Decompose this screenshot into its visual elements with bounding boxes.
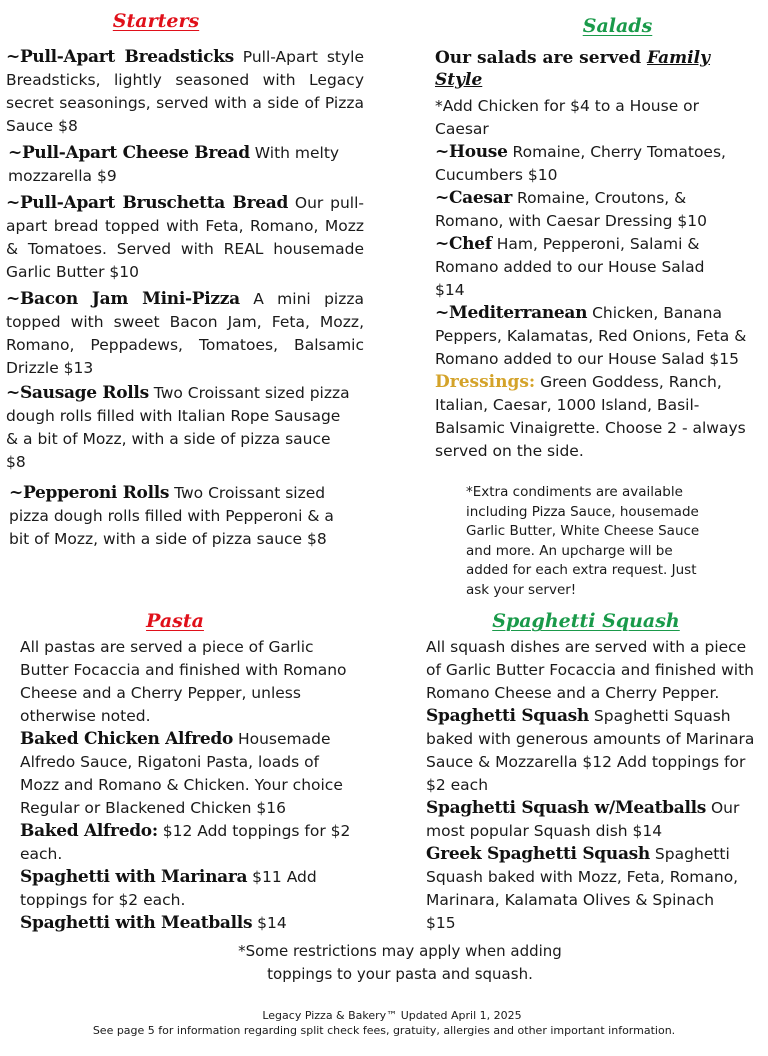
item-name: ~Caesar	[435, 188, 513, 208]
item-desc: $14	[252, 914, 287, 932]
condiments-note: *Extra condiments are available including Pizza Sauce, housemade Garlic Butter, White Cheese Sauce and more. An upcharge will be added for each extra request. Just ask your server!	[466, 484, 700, 598]
menu-item	[435, 233, 720, 302]
family-style-emphasis: Family Style	[435, 48, 710, 90]
item-name: ~Sausage Rolls	[6, 383, 149, 403]
dressings	[435, 371, 755, 463]
menu-item	[6, 192, 364, 284]
item-desc: Spaghetti Squash baked with generous amounts of Marinara Sauce & Mozzarella $12 Add toppings for $2 each	[426, 707, 755, 794]
menu-item	[6, 46, 364, 138]
item-name: Baked Chicken Alfredo	[20, 729, 234, 749]
item-name: Spaghetti Squash w/Meatballs	[426, 798, 707, 818]
pasta-intro: All pastas are served a piece of Garlic Butter Focaccia and finished with Romano Cheese and a Cherry Pepper, unless otherwise noted.	[20, 638, 347, 725]
menu-item	[435, 302, 755, 371]
footer-updated: Legacy Pizza & Bakery™ Updated April 1, 2025	[262, 1009, 522, 1022]
salads-title: Salads	[582, 15, 653, 37]
menu-item	[6, 288, 364, 380]
salads-section	[435, 15, 755, 600]
pasta-section	[20, 610, 360, 935]
item-name: ~House	[435, 142, 508, 162]
item-desc: Chicken, Banana Peppers, Kalamatas, Red Onions, Feta & Romano added to our House Salad $15	[435, 304, 747, 368]
chicken-note: *Add Chicken for $4 to a House or Caesar	[435, 97, 700, 138]
item-desc: Housemade Alfredo Sauce, Rigatoni Pasta, loads of Mozz and Romano & Chicken. Your choice Regular or Blackened Chicken $16	[20, 730, 343, 817]
item-desc: A mini pizza topped with sweet Bacon Jam, Feta, Mozz, Romano, Peppadews, Tomatoes, Balsamic Drizzle $13	[6, 290, 364, 377]
starters-section	[6, 10, 364, 551]
pasta-title: Pasta	[146, 610, 204, 632]
menu-item	[20, 820, 360, 866]
starters-title: Starters	[112, 10, 200, 32]
item-desc: Romaine, Croutons, & Romano, with Caesar Dressing $10	[435, 189, 707, 230]
menu-item	[426, 705, 756, 797]
item-name: Spaghetti Squash	[426, 706, 589, 726]
footer-info: See page 5 for information regarding split check fees, gratuity, allergies and other important information.	[92, 1024, 676, 1037]
item-desc: Our pull-apart bread topped with Feta, Romano, Mozz & Tomatoes. Served with REAL housemade Garlic Butter $10	[6, 194, 364, 281]
dressings-list: Green Goddess, Ranch, Italian, Caesar, 1000 Island, Basil-Balsamic Vinaigrette. Choose 2 - always served on the side.	[435, 373, 746, 460]
item-desc: Pull-Apart style Breadsticks, lightly seasoned with Legacy secret seasonings, served with a side of Pizza Sauce $8	[6, 48, 364, 135]
item-name: ~Bacon Jam Mini-Pizza	[6, 289, 240, 309]
item-name: ~Chef	[435, 234, 492, 254]
menu-item	[20, 728, 360, 820]
squash-section	[426, 610, 756, 935]
salads-intro: Our salads are served Family Style	[435, 48, 710, 90]
menu-item	[20, 912, 360, 935]
item-desc: Two Croissant sized pizza dough rolls filled with Italian Rope Sausage & a bit of Mozz, with a side of pizza sauce $8	[6, 384, 350, 471]
menu-item	[426, 843, 741, 935]
item-desc: Romaine, Cherry Tomatoes, Cucumbers $10	[435, 143, 726, 184]
item-name: Spaghetti with Marinara	[20, 867, 248, 887]
item-name: Baked Alfredo:	[20, 821, 158, 841]
item-name: ~Pull-Apart Cheese Bread	[8, 143, 250, 163]
menu-item	[6, 142, 364, 188]
menu-item	[6, 382, 351, 474]
squash-intro: All squash dishes are served with a piece of Garlic Butter Focaccia and finished with Romano Cheese and a Cherry Pepper.	[426, 638, 754, 702]
dressings-label: Dressings:	[435, 372, 536, 392]
item-name: ~Pull-Apart Bruschetta Bread	[6, 193, 289, 213]
squash-title: Spaghetti Squash	[492, 610, 680, 632]
item-desc: Ham, Pepperoni, Salami & Romano added to our House Salad $14	[435, 235, 705, 299]
item-desc: Our most popular Squash dish $14	[426, 799, 740, 840]
menu-item	[20, 866, 340, 912]
item-name: Greek Spaghetti Squash	[426, 844, 650, 864]
item-name: ~Pepperoni Rolls	[9, 483, 170, 503]
item-desc: $11 Add toppings for $2 each.	[20, 868, 317, 909]
restrictions-note: *Some restrictions may apply when adding toppings to your pasta and squash.	[238, 942, 562, 983]
item-name: ~Mediterranean	[435, 303, 588, 323]
menu-item	[426, 797, 756, 843]
item-desc: $12 Add toppings for $2 each.	[20, 822, 351, 863]
item-desc: Two Croissant sized pizza dough rolls filled with Pepperoni & a bit of Mozz, with a side of pizza sauce $8	[9, 484, 334, 548]
menu-item	[435, 141, 755, 187]
menu-item	[435, 187, 755, 233]
item-desc: With melty mozzarella $9	[8, 144, 340, 185]
item-name: ~Pull-Apart Breadsticks	[6, 47, 234, 67]
menu-item	[6, 482, 344, 551]
item-desc: Spaghetti Squash baked with Mozz, Feta, Romano, Marinara, Kalamata Olives & Spinach $15	[426, 845, 739, 932]
footer	[0, 1008, 768, 1038]
item-name: Spaghetti with Meatballs	[20, 913, 253, 933]
